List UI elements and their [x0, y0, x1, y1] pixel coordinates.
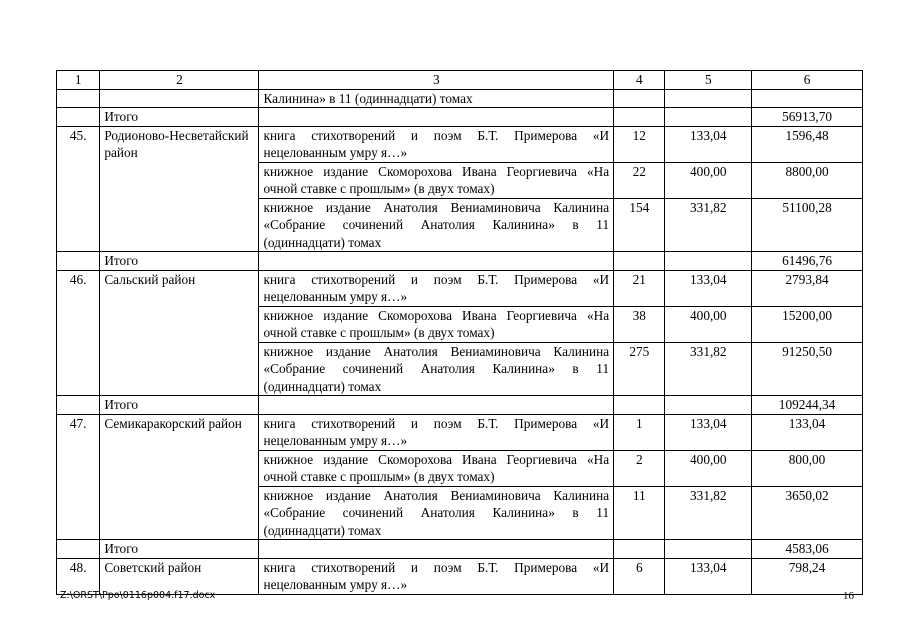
unit-price: 133,04 [665, 558, 752, 594]
total-label: Итого [100, 540, 259, 559]
line-sum: 798,24 [752, 558, 863, 594]
header-col-1: 1 [57, 71, 100, 90]
header-col-6: 6 [752, 71, 863, 90]
total-empty [259, 396, 614, 415]
total-empty [614, 396, 665, 415]
continuation-row [57, 89, 863, 108]
header-row [57, 71, 863, 90]
total-label: Итого [100, 252, 259, 271]
header-col-3: 3 [259, 71, 614, 90]
line-sum: 51100,28 [752, 198, 863, 252]
total-value: 56913,70 [752, 108, 863, 127]
district-name: Сальский район [100, 270, 259, 396]
district-number: 48. [57, 558, 100, 594]
total-idx [57, 108, 100, 127]
table-body [57, 71, 863, 595]
line-sum: 800,00 [752, 450, 863, 486]
continuation-price [665, 89, 752, 108]
total-value: 61496,76 [752, 252, 863, 271]
unit-price: 400,00 [665, 306, 752, 342]
header-col-4: 4 [614, 71, 665, 90]
continuation-sum [752, 89, 863, 108]
quantity: 2 [614, 450, 665, 486]
table-row [57, 414, 863, 450]
quantity: 12 [614, 126, 665, 162]
total-empty [259, 108, 614, 127]
unit-price: 400,00 [665, 450, 752, 486]
district-name: Советский район [100, 558, 259, 594]
total-empty [614, 108, 665, 127]
book-description: книга стихотворений и поэм Б.Т. Примерова «И нецелованным умру я…» [259, 414, 614, 450]
district-name: Семикаракорский район [100, 414, 259, 540]
district-number: 47. [57, 414, 100, 540]
table-row [57, 558, 863, 594]
unit-price: 400,00 [665, 162, 752, 198]
total-value: 4583,06 [752, 540, 863, 559]
quantity: 154 [614, 198, 665, 252]
book-description: книжное издание Скоморохова Ивана Георгиевича «На очной ставке с прошлым» (в двух томах) [259, 162, 614, 198]
total-empty [259, 540, 614, 559]
continuation-qty [614, 89, 665, 108]
allocation-table [56, 70, 863, 595]
total-row [57, 252, 863, 271]
footer-file-path: Z:\ORST\Ppo\0116p004.f17.docx [60, 590, 216, 601]
unit-price: 133,04 [665, 414, 752, 450]
unit-price: 331,82 [665, 342, 752, 396]
table-row [57, 126, 863, 162]
total-label: Итого [100, 396, 259, 415]
total-value: 109244,34 [752, 396, 863, 415]
total-row [57, 540, 863, 559]
quantity: 22 [614, 162, 665, 198]
book-description: книга стихотворений и поэм Б.Т. Примерова «И нецелованным умру я…» [259, 558, 614, 594]
continuation-name [100, 89, 259, 108]
book-description: книжное издание Скоморохова Ивана Георгиевича «На очной ставке с прошлым» (в двух томах) [259, 306, 614, 342]
total-idx [57, 252, 100, 271]
book-description: книжное издание Анатолия Вениаминовича Калинина «Собрание сочинений Анатолия Калинина» в 11 (одиннадцати) томах [259, 198, 614, 252]
line-sum: 3650,02 [752, 486, 863, 540]
total-row [57, 396, 863, 415]
book-description: книжное издание Скоморохова Ивана Георгиевича «На очной ставке с прошлым» (в двух томах) [259, 450, 614, 486]
table-row [57, 270, 863, 306]
quantity: 6 [614, 558, 665, 594]
line-sum: 15200,00 [752, 306, 863, 342]
total-empty [614, 540, 665, 559]
total-empty [665, 252, 752, 271]
total-label: Итого [100, 108, 259, 127]
quantity: 38 [614, 306, 665, 342]
total-idx [57, 396, 100, 415]
book-description: книжное издание Анатолия Вениаминовича Калинина «Собрание сочинений Анатолия Калинина» в 11 (одиннадцати) томах [259, 486, 614, 540]
total-empty [614, 252, 665, 271]
quantity: 275 [614, 342, 665, 396]
total-empty [259, 252, 614, 271]
total-empty [665, 540, 752, 559]
line-sum: 133,04 [752, 414, 863, 450]
book-description: книга стихотворений и поэм Б.Т. Примерова «И нецелованным умру я…» [259, 126, 614, 162]
continuation-desc: Калинина» в 11 (одиннадцати) томах [259, 89, 614, 108]
total-idx [57, 540, 100, 559]
line-sum: 91250,50 [752, 342, 863, 396]
unit-price: 331,82 [665, 198, 752, 252]
unit-price: 331,82 [665, 486, 752, 540]
line-sum: 8800,00 [752, 162, 863, 198]
district-number: 46. [57, 270, 100, 396]
total-empty [665, 396, 752, 415]
line-sum: 1596,48 [752, 126, 863, 162]
line-sum: 2793,84 [752, 270, 863, 306]
quantity: 11 [614, 486, 665, 540]
quantity: 21 [614, 270, 665, 306]
header-col-5: 5 [665, 71, 752, 90]
district-name: Родионово-Несветайский район [100, 126, 259, 252]
quantity: 1 [614, 414, 665, 450]
book-description: книга стихотворений и поэм Б.Т. Примерова «И нецелованным умру я…» [259, 270, 614, 306]
total-row [57, 108, 863, 127]
total-empty [665, 108, 752, 127]
unit-price: 133,04 [665, 270, 752, 306]
district-number: 45. [57, 126, 100, 252]
header-col-2: 2 [100, 71, 259, 90]
unit-price: 133,04 [665, 126, 752, 162]
continuation-idx [57, 89, 100, 108]
book-description: книжное издание Анатолия Вениаминовича Калинина «Собрание сочинений Анатолия Калинина» в 11 (одиннадцати) томах [259, 342, 614, 396]
footer-page-number: 16 [843, 590, 854, 602]
